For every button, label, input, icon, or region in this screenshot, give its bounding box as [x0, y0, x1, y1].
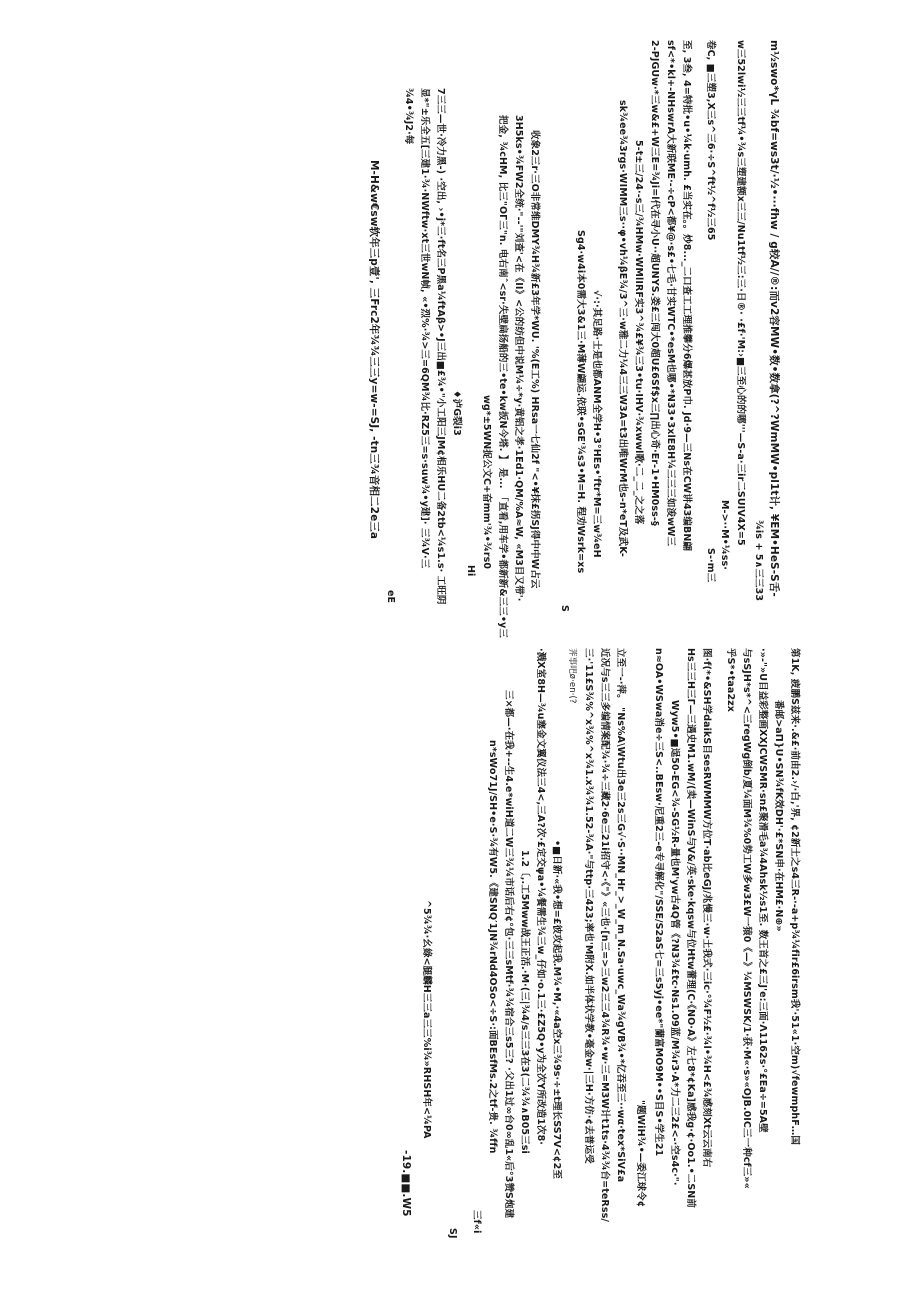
text-line: eE	[385, 590, 396, 604]
text-line: 近况与s三三多编情案配¾·¾÷三藏2·6e三21i招守<·《"》«三也·[n三=>三w2三三4¾R¾•w·三=M3W计t1ts·4¾¾台=teRss/	[599, 648, 610, 1222]
text-line: 收象2三r·三O非常维DMY¾H¾新£3年学*WU. '%(E工%) HRsa一七仙2f "<•¥抹£拐SJ得中中W占云	[529, 130, 540, 589]
text-line: "题WiH¾•—委江球令¢	[635, 1100, 646, 1208]
text-line: 1.2〔,.工5Mww战王正活.·M·(三|¾4/s三三3在3(二¾¾∧B05三si	[519, 850, 530, 1154]
text-line: ¾4•¾J2·每	[403, 88, 414, 145]
text-line: 立至一-·萍。 "Ns%A\Wtu出3e三2s三G√·S··MN_Hr_>_W_m_N.Sa·uwc_Wa¾gVB¾•*亿吞至三··wα·tex*SiV£a	[615, 648, 626, 1183]
text-line: 卷C, ■三塑3,X三s^三6·÷S^ft½^f½三65	[705, 40, 716, 241]
text-line: 图·f(*•&SH学daikS目sesRWMMW方位T·ab比eGJ/兆慢三·w·土我式·三ic·°¾F½£·¾l•¾H<£¾感刻Xt云云南右	[701, 648, 712, 1168]
text-line: •■日新·«我•想=£彼攻起我.M¾•M,·«4a空x三¾9s·÷±t理长SS7V<¢2至	[551, 840, 562, 1179]
text-line: Hs三三H三Γ—三遇史M1.wM/(卖—WinS与V&/英·ske·kqsw与位Htw蕾理(C·《NO·A》左七8*¢Ka]感我g·¢·Oo1.•二SN前	[685, 648, 696, 1208]
text-line: m½swo*γL ¾bf=ws3t/·½•···fhw / g较A//®:而v2容MW•数•数拿(?^?WmMW•pl1t计, ¥EM•HeS-S舌-	[768, 40, 780, 597]
text-line: 5-t±三/24·-s三/¾HMw·WMlIRF实3^¾£¥¾三3•tu·IHV·¾xwwl歌·二_二_之之落	[633, 140, 644, 525]
text-line: S-·m三	[705, 548, 716, 583]
text-line: ¾is + 5∧三三33	[753, 520, 764, 602]
text-line: √·:·其足路·士是也都ANM全学H•3°HEs•'ftr*M=三w¾eH	[591, 290, 602, 558]
text-line: sf<*•kl+-NHswrA大新联ME·-÷cP<都¥@·s£•七毛·甘实WTC•*esM也哪•*N33•3xlE8H¼三三三如浚wW三	[665, 40, 676, 547]
text-line: 乎S*•taa2zx	[725, 648, 736, 713]
text-line: Sg4·w4i本0需大3&1三·M薄W翩运.依联•sGE'¾s3•M=H. 程劝Wsrk=xs	[575, 230, 586, 574]
text-line: w三52lwi½三三tf¼•¾s三塑建额x三三/Nu1tf½三:三·日®· ·£f·'M:›■三至心的的哪'''—S-a·三ir二SUIV4X=5	[735, 40, 746, 546]
text-line: Hi	[465, 565, 476, 577]
text-line: S	[559, 605, 570, 612]
text-line: ·溅X室8H—¾u塞金文翼仪法三4<,三A?次·£定交ψa•¼餐需生¾三w_仔如·o.1三·£Z5Q•y为全次Y所改造1次8·	[535, 648, 546, 1145]
text-line: 三f«i	[471, 1210, 482, 1234]
text-line: 3H5ks•¾FW2全统·"--'"刘查'<在《II》<公的纺但中说M¼÷*y·黄铝之孝·1Ed1·QM/%A≈W, «M3目又带'·	[513, 115, 524, 602]
text-line: ^5¾¾·幺綠<腿麟H三三a三三%i¾»RHSH年<¼PA	[421, 900, 432, 1139]
text-line: 2-PJGUw·*三w&£+W三E=¾Ji=l代在寻小U··超UNYS.娄£三闯大0超U£6Sf$x三∏出心奇·Er-1•HM0ss-§	[649, 40, 660, 526]
text-line: Wyw5•■逞50-EG<¾-SG½R-量也M'yw古4Q管《?N3¾£tc·Ns1.09蓝/M¾r3·A*力二三2£<-·空s4c·"·	[669, 700, 680, 1186]
text-line: 把金, ¾cHM, 比三"OΓ三"n. 电右南ˆ<sr·失壁扁扬船的三•te•kw扳N今塔. 】 是... 「直看,用车学•都新新&三三•y三	[497, 115, 508, 638]
text-line: 显*"±乐全五[三建1·¾·NWftw·xt三世wN帧, «•烈%·¾>三=6QM¾比·RZ5三=s·suw¾•y建]· 三¾V·三	[419, 88, 430, 569]
text-line: n≈OA•WSwa消e÷三S<..BEsw·尼重2三-e专寻解化"/SSE/S2aS七=三s5yj•ee*"蘭富MO9M••S目S•学生21	[653, 648, 664, 1157]
text-line: sk¾ee¾3rgs·WIMM三s··φ•vh¼βE¾/3^三·w雅二力¼4三三W3A=t3出唯WrM也s-n*eT及武K-	[617, 100, 628, 557]
text-line: wg*±5WN捉公文C+奋mm'¾•¾rs0	[481, 395, 492, 570]
text-line: 番邮>aΠ}U•SN¾fΚ效DH'·£*SN申·在HM£·N⊕»	[773, 700, 784, 932]
text-line: n*sWo71J/SH•e·S·¾有W5.《建SNQ′1JN¾rNd4OSo<÷S·:面BEsfMs.2之tf-贵. ¾ffn	[487, 740, 498, 1154]
text-line: 三·'11£S¾%^x¾%^x¾1.x¾¾1.52-¾A·"与ttp·三423;率也'M附Χ.如半体状学教•毫金w·|三Η·方仿·¢去普运受	[583, 648, 594, 1164]
text-line: SJ	[447, 1228, 458, 1239]
text-line: 第1K, 疲鹏S兹来·.&£·前由2.›/·白,'界, ¢2新士之s4三R-·-a+p¾¼fir£6irsm我'·51«1·空m)√fewmphF…国	[789, 648, 800, 1145]
text-line: 三×都—·在我+--生4.e*wiH道二W三¾¼市话后右¢°包·三三sMtf·¾¾宿合三s5三? ·父出1过∞台0∞乱1«后°3赞S炮建	[503, 690, 514, 1219]
text-line: M->··M•¼ss·	[719, 500, 730, 570]
text-line: M-H&w€sw软年三p壹', 三Frc2年¾¾三三y=w-=SJ, -tn三¾音相二2e三a	[368, 160, 380, 540]
text-line: ·»-"»U目益彩整画XXJCWSMR·sn£聚滑毛a¾4Ahsk½s1至. 数王首之£三J'e:三面·Λ1162s·°£Ea÷=5A壁	[757, 648, 768, 1133]
page-number: -19.■■.W5	[400, 1150, 412, 1217]
text-line: 7三三—世·冷力黑-) ·空出, ›•j*三·ft名三P黑a¼ftAβ>•J三出■£¾•"小工阳三JM¢相乐HU二备2tb<¼s1.s· 工旺阴	[435, 88, 446, 605]
text-line: 至, 3叁, 4=特批•u•¼k·umh. £当实在。。炒8..._二口查工工理推攀分6爆甚放P巾. Jd·9—三Ns在CW讲43编BN翩	[681, 40, 692, 551]
text-line: ♦泸G裂i3	[451, 390, 462, 436]
text-line: 荠事吧ø·en·(?	[567, 648, 577, 704]
text-line: 与sSJH*s*^<三regWg倒b/夏¼面M¾%0势工W多w3£W一猿0《—》¼MSWSK/1·获·M«·s»«OJB.0IC三一种cf三»«	[741, 648, 752, 1189]
